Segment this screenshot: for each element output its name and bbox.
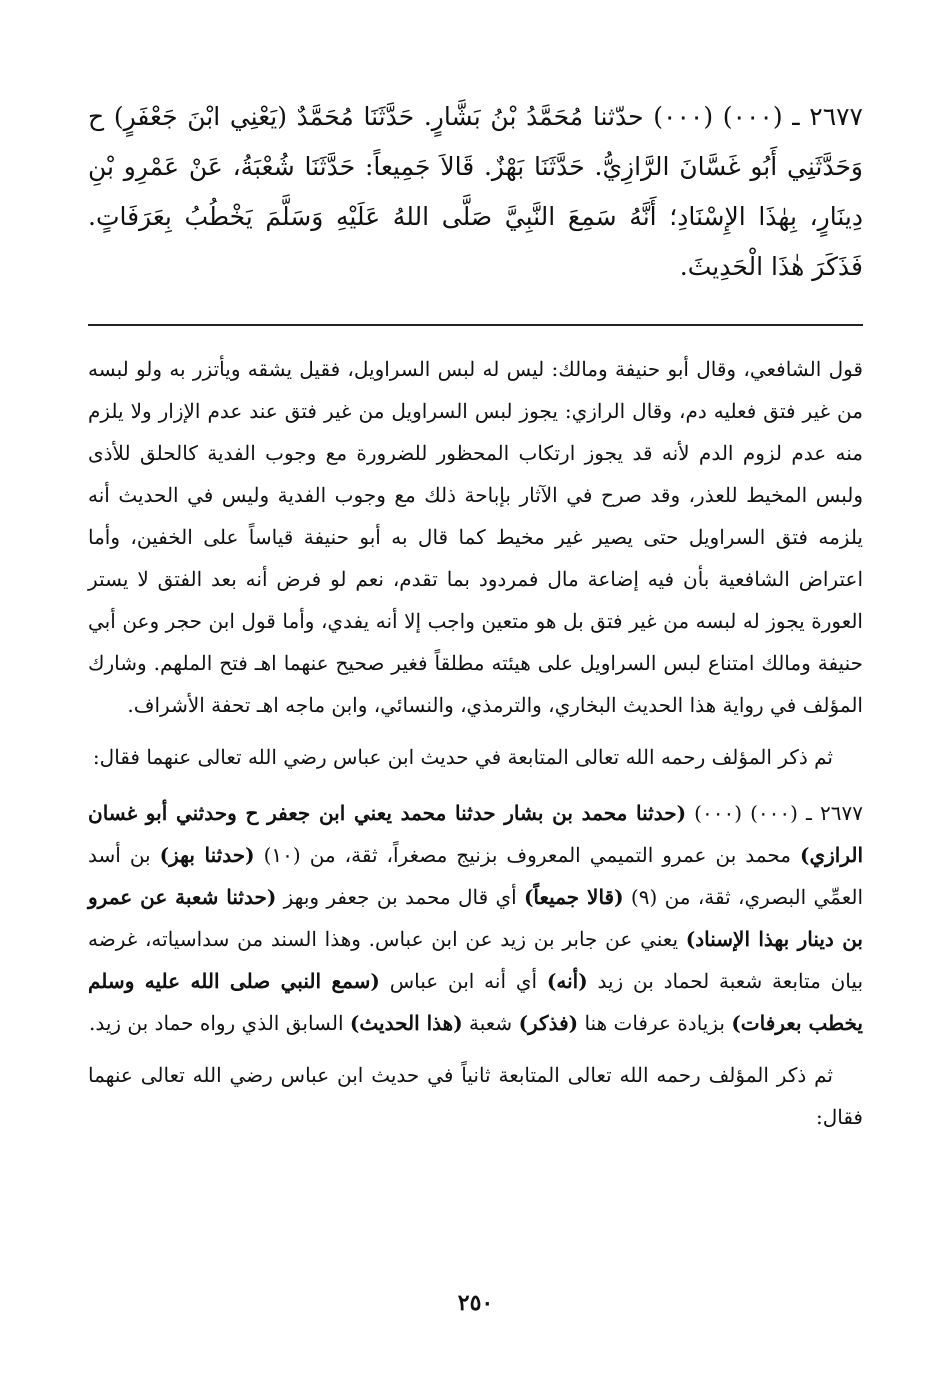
commentary-transition-1: ثم ذكر المؤلف رحمه الله تعالى المتابعة في حديث ابن عباس رضي الله تعالى عنهما فقال: <box>92 745 833 769</box>
sharh-text: أي قال محمد بن جعفر وبهز <box>276 885 524 909</box>
matn-quote: (حدثنا شعبة عن عمرو بن دينار بهذا الإسناد) <box>88 885 863 951</box>
sharh-text: بن أسد العمِّي البصري، ثقة، من (٩) <box>88 843 863 909</box>
page-number: ٢٥٠ <box>457 1290 494 1316</box>
commentary-transition-2: ثم ذكر المؤلف رحمه الله تعالى المتابعة ثانياً في حديث ابن عباس رضي الله تعالى عنهما فقال: <box>88 1063 863 1129</box>
matn-quote: (أنه) <box>546 969 588 993</box>
commentary-sharh-paragraph <box>88 792 863 1044</box>
matn-quote: (حدثنا بهز) <box>159 843 255 867</box>
matn-quote: (سمع النبي صلى الله عليه وسلم يخطب بعرفات) <box>88 969 863 1035</box>
sharh-text: السابق الذي رواه حماد بن زيد. <box>88 1011 350 1035</box>
sharh-text: يعني عن جابر بن زيد عن ابن عباس. وهذا السند من سداسياته، غرضه بيان متابعة شعبة لحماد بن زيد <box>88 927 864 993</box>
hadith-number: ٢٦٧٧ ـ (٠٠٠) (٠٠٠) <box>686 801 863 825</box>
footnote-divider <box>88 324 863 326</box>
hadith-text: ٢٦٧٧ ـ (٠٠٠) (٠٠٠) حدّثنا مُحَمَّدُ بْنُ بَشَّارٍ. حَدَّثَنَا مُحَمَّدٌ (يَعْنِي ابْنَ جَعْفَرٍ) ح وَحَدَّثَنِي أَبُو غَسَّانَ الرَّازِيُّ. حَدَّثَنَا بَهْزٌ. قَالاَ جَمِيعاً: حَدَّثَنَا شُعْبَةُ، عَنْ عَمْرِو بْنِ دِينَارٍ، بِهٰذَا الإِسْنَادِ؛ أَنَّهُ سَمِعَ النَّبِيَّ صَلَّى اللهُ عَلَيْهِ وَسَلَّمَ يَخْطُبُ بِعَرَفَاتٍ. فَذَكَرَ هٰذَا الْحَدِيثَ. <box>88 102 863 281</box>
sharh-text: أي أنه ابن عباس <box>379 969 547 993</box>
matn-quote: (فذكر) <box>518 1011 579 1035</box>
commentary-paragraph-1: قول الشافعي، وقال أبو حنيفة ومالك: ليس له لبس السراويل، فقيل يشقه ويأتزر به ولو لبسه من غير فتق فعليه دم، وقال الرازي: يجوز لبس السراويل من غير فتق عند عدم الإزار ولا يلزم منه عدم لزوم الدم لأنه قد يجوز ارتكاب المحظور للضرورة مع وجوب الفدية كالحلق للأذى ولبس المخيط للعذر، وقد صرح في الآثار بإباحة ذلك مع وجوب الفدية وليس في الحديث أنه يلزمه فتق السراويل حتى يصير غير مخيط كما قال به أبو حنيفة قياساً على الخفين، وأما اعتراض الشافعية بأن فيه إضاعة مال فمردود بما تقدم، نعم لو فرض أنه بعد الفتق لا يستر العورة يجوز له لبسه من غير فتق بل هو متعين واجب إلا أنه يفدي، وأما قول ابن حجر وعن أبي حنيفة ومالك امتناع لبس السراويل على هيئته مطلقاً فغير صحيح عنهما اهـ فتح الملهم. وشارك المؤلف في رواية هذا الحديث البخاري، والترمذي، والنسائي، وابن ماجه اهـ تحفة الأشراف. <box>88 357 863 717</box>
page-body <box>88 92 863 1146</box>
matn-quote: (حدثنا محمد بن بشار حدثنا محمد يعني ابن جعفر ح وحدثني أبو غسان الرازي) <box>88 801 864 867</box>
sharh-text: شعبة <box>462 1011 519 1035</box>
sharh-text: محمد بن عمرو التميمي المعروف بزنيج مصغراً، ثقة، من (١٠) <box>254 843 800 867</box>
sharh-text: بزيادة عرفات هنا <box>578 1011 732 1035</box>
matn-quote: (هذا الحديث) <box>349 1011 463 1035</box>
matn-quote: (قالا جميعاً) <box>523 885 624 909</box>
